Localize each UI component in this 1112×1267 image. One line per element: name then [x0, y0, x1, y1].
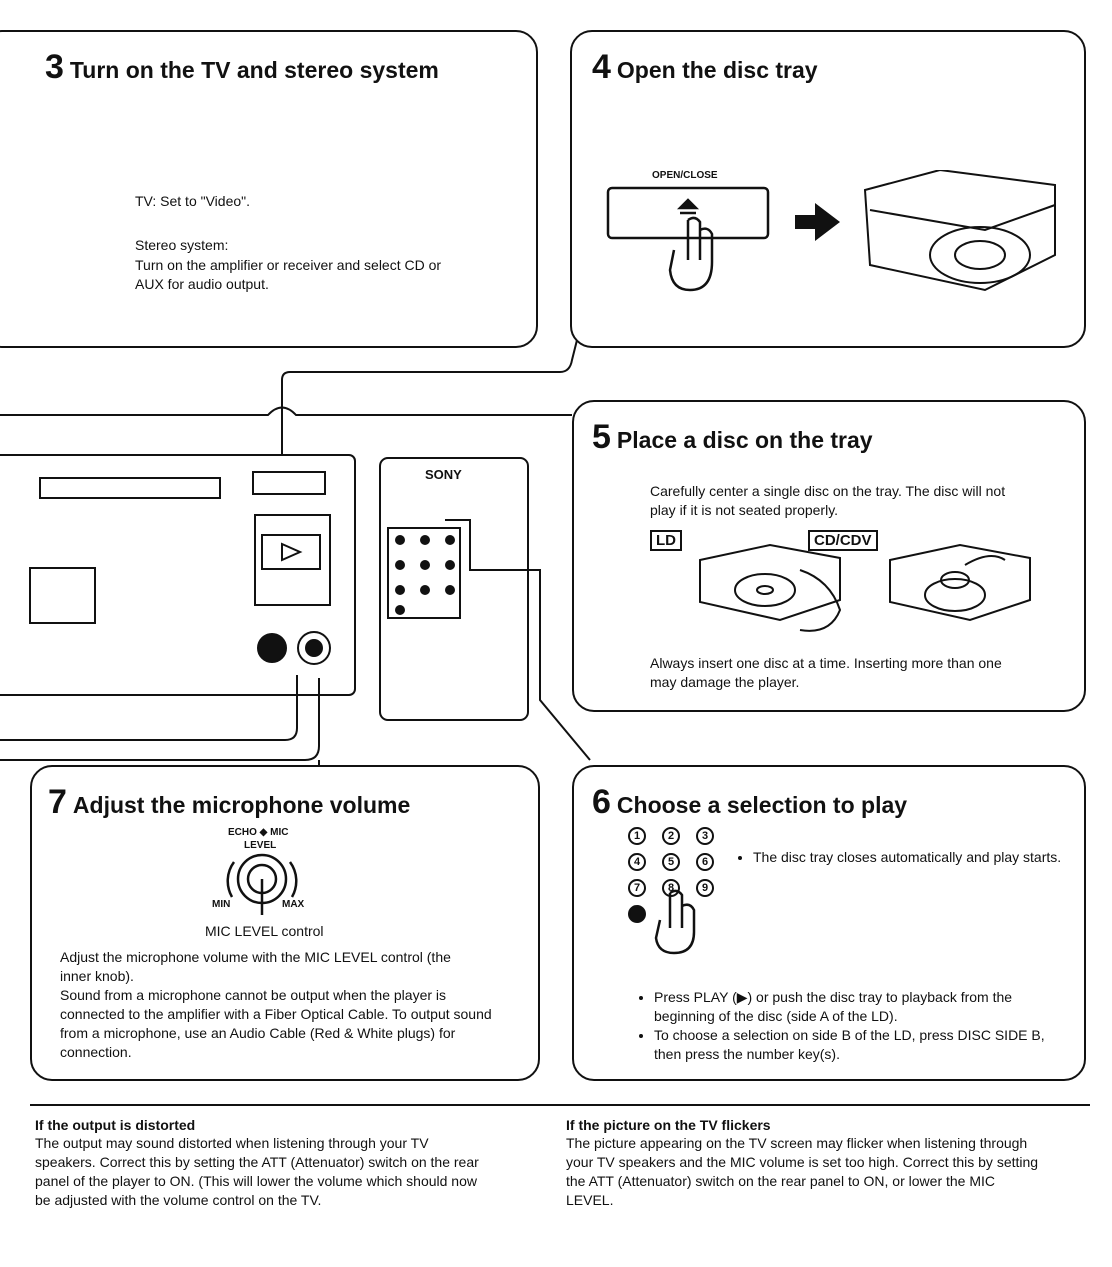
number-key-1[interactable]: 1 [628, 827, 646, 845]
note-flicker-body: The picture appearing on the TV screen may flicker when listening through your TV speakers and the MIC volume is set too high. Correct this by setting the ATT (Attenuator) switch on the rear panel to ON, or lower the MIC LEVEL. [566, 1135, 1039, 1208]
knob-max-label: MAX [282, 899, 305, 910]
step-3-title [45, 48, 439, 87]
step-title-text: Choose a selection to play [616, 792, 908, 818]
step-title-text: Open the disc tray [616, 57, 818, 83]
step-title-text: Adjust the microphone volume [72, 792, 411, 818]
step-6-bullets [636, 988, 1066, 1064]
knob-echo-mic-label: ECHO ◆ MIC [228, 827, 289, 838]
note-distorted-body: The output may sound distorted when listening through your TV speakers. Correct this by setting the ATT (Attenuator) switch on the rear panel of the player to ON. (This will lower the volume which should now be adjusted with the volume control on the TV. [35, 1135, 479, 1208]
knob-min-label: MIN [212, 899, 231, 910]
number-key-7[interactable]: 7 [628, 879, 646, 897]
step-5-intro: Carefully center a single disc on the tray. The disc will not play if it is not seated properly. [650, 483, 1006, 518]
number-key-3[interactable]: 3 [696, 827, 714, 845]
step-7-body-2: Sound from a microphone cannot be output when the player is connected to the amplifier with a Fiber Optical Cable. To output sound from a microphone, use an Audio Cable (Red & White plugs) for connection. [60, 987, 492, 1060]
step-number: 3 [45, 48, 64, 86]
number-key-6[interactable]: 6 [696, 853, 714, 871]
disc-placement-illustration [690, 540, 1050, 645]
number-key-8[interactable]: 8 [662, 879, 680, 897]
step-3-stereo-head: Stereo system: [135, 237, 229, 253]
step-6-note-text: • The disc tray closes automatically and play starts. [753, 848, 1065, 867]
step-number: 7 [48, 783, 67, 821]
player-illustration [0, 455, 355, 695]
step-6-bullet-side-b: • To choose a selection on side B of the LD, press DISC SIDE B, then press the number key(s). [654, 1026, 1066, 1064]
step-4-title [592, 48, 818, 87]
step-number: 4 [592, 48, 611, 86]
step-5-title [592, 418, 873, 457]
step-6-note [735, 848, 1065, 867]
step-5-warning: Always insert one disc at a time. Inserting more than one may damage the player. [650, 655, 1002, 690]
remote-illustration [380, 458, 528, 720]
note-distorted-head: If the output is distorted [35, 1117, 196, 1133]
step-number: 6 [592, 783, 611, 821]
step-7-title [48, 783, 410, 822]
notes-divider [30, 1104, 1090, 1106]
pointing-hand-icon [650, 888, 710, 958]
number-key-2[interactable]: 2 [662, 827, 680, 845]
step-7-body-1: Adjust the microphone volume with the MIC LEVEL control (the inner knob). [60, 949, 451, 984]
mic-level-control-label: MIC LEVEL control [205, 923, 324, 939]
step-3-tv: TV: Set to "Video". [135, 193, 251, 209]
step-title-text: Turn on the TV and stereo system [69, 57, 439, 83]
step-6-bullet-play: • Press PLAY (▶) or push the disc tray to playback from the beginning of the disc (side A of the LD). [654, 988, 1066, 1026]
step-3-stereo-body: Turn on the amplifier or receiver and select CD or AUX for audio output. [135, 257, 442, 292]
number-key-9[interactable]: 9 [696, 879, 714, 897]
step-6-title [592, 783, 907, 822]
knob-level-label: LEVEL [244, 840, 277, 851]
ld-label: LD [650, 530, 682, 551]
note-flicker-head: If the picture on the TV flickers [566, 1117, 771, 1133]
number-key-10[interactable] [628, 905, 646, 923]
cd-cdv-label: CD/CDV [808, 530, 878, 551]
number-key-5[interactable]: 5 [662, 853, 680, 871]
step-number: 5 [592, 418, 611, 456]
open-close-button-illustration [600, 170, 1070, 310]
remote-brand-logo: SONY [425, 467, 462, 482]
step-title-text: Place a disc on the tray [616, 427, 873, 453]
open-close-label: OPEN/CLOSE [652, 170, 718, 181]
number-key-4[interactable]: 4 [628, 853, 646, 871]
